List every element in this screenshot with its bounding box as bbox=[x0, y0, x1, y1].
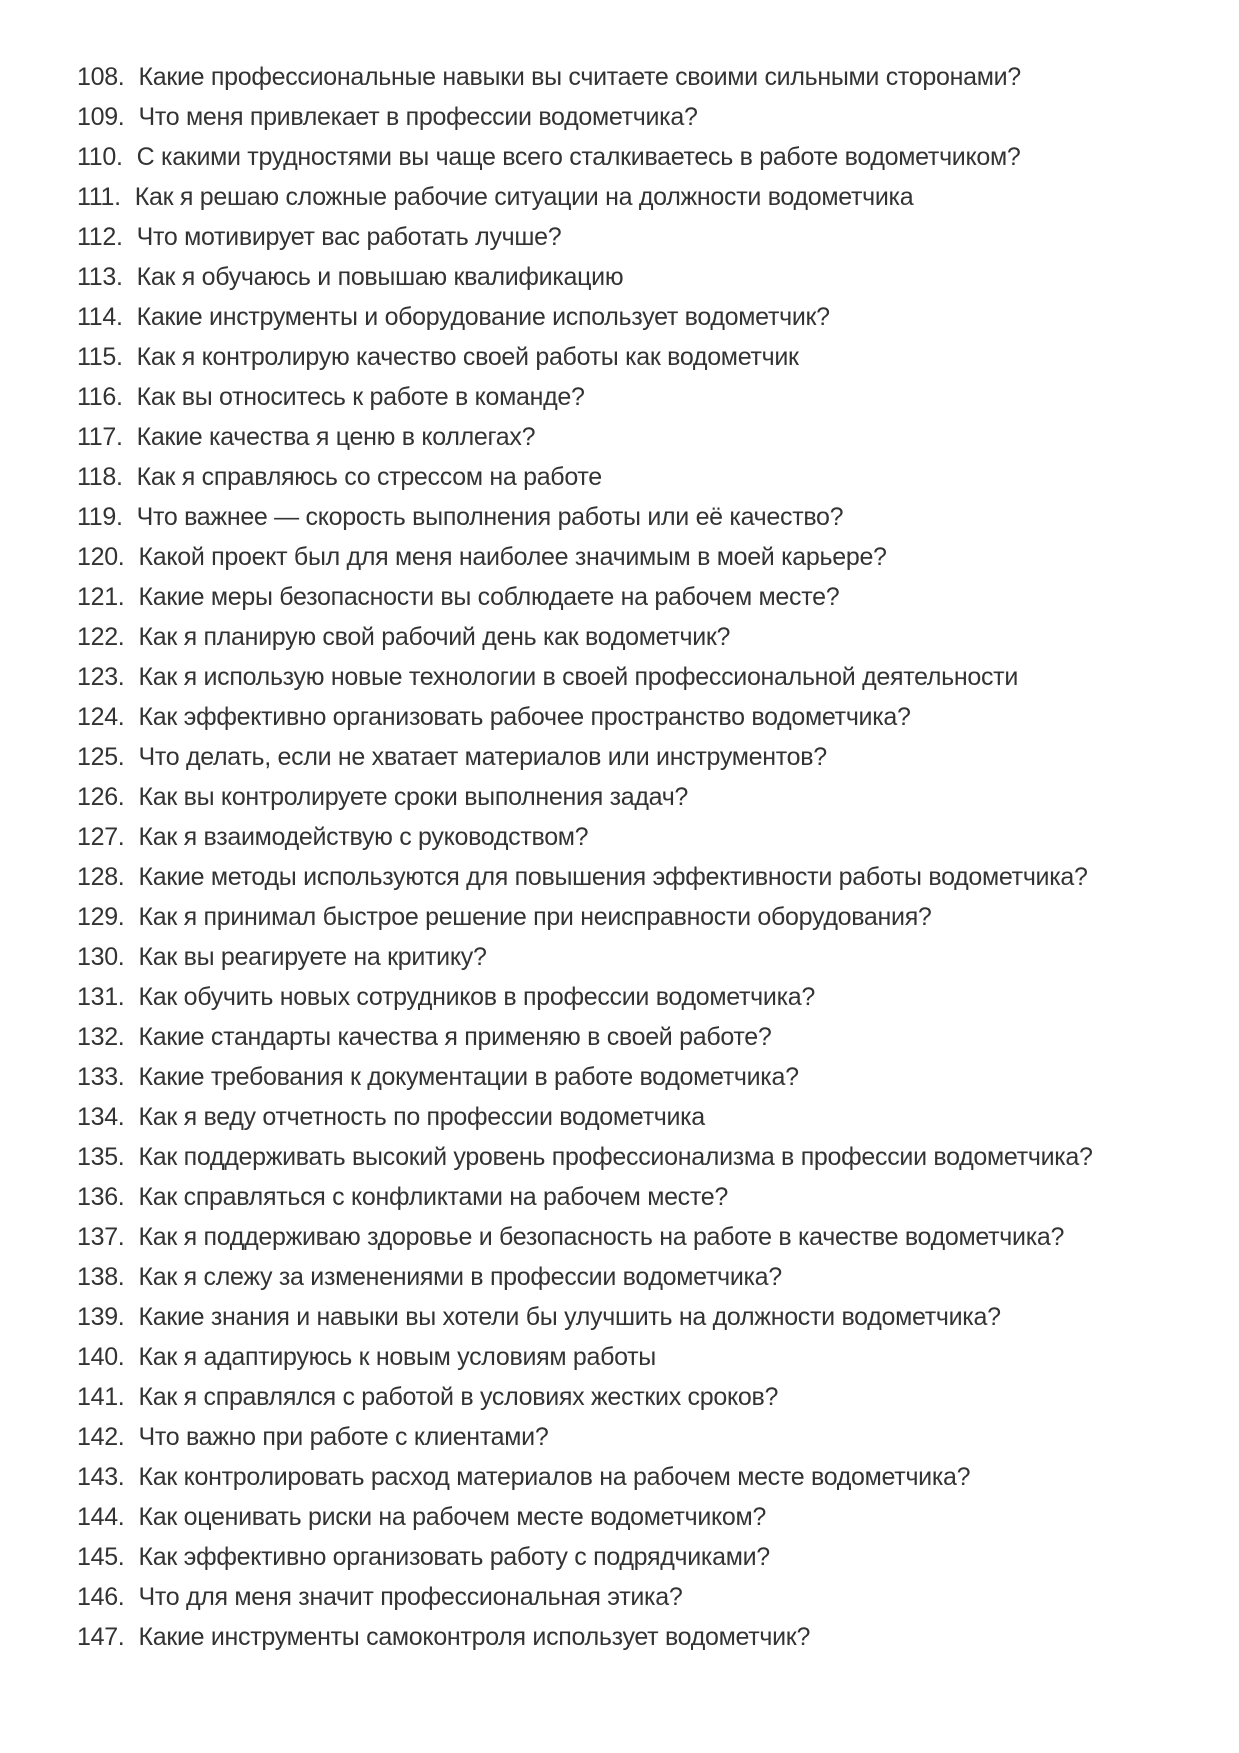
question-number: 139. bbox=[77, 1303, 125, 1331]
question-number: 119. bbox=[77, 503, 123, 531]
question-text: Как обучить новых сотрудников в профессии водометчика? bbox=[138, 983, 815, 1011]
question-number: 143. bbox=[77, 1463, 125, 1491]
question-item bbox=[77, 297, 1209, 337]
question-item bbox=[77, 457, 1209, 497]
question-item bbox=[77, 97, 1209, 137]
question-list bbox=[77, 57, 1209, 1657]
question-text: Какие профессиональные навыки вы считаете своими сильными сторонами? bbox=[138, 63, 1021, 91]
question-text: Как контролировать расход материалов на рабочем месте водометчика? bbox=[138, 1463, 971, 1491]
question-item bbox=[77, 377, 1209, 417]
question-number: 124. bbox=[77, 703, 125, 731]
question-item bbox=[77, 617, 1209, 657]
question-text: Как я контролирую качество своей работы как водометчик bbox=[136, 343, 799, 371]
question-number: 134. bbox=[77, 1103, 125, 1131]
question-item bbox=[77, 337, 1209, 377]
question-text: Как я обучаюсь и повышаю квалификацию bbox=[136, 263, 624, 291]
question-number: 129. bbox=[77, 903, 125, 931]
question-text: Как вы контролируете сроки выполнения задач? bbox=[138, 783, 689, 811]
question-text: Какие инструменты самоконтроля использует водометчик? bbox=[138, 1623, 811, 1651]
question-number: 125. bbox=[77, 743, 125, 771]
question-text: Как я использую новые технологии в своей профессиональной деятельности bbox=[138, 663, 1018, 691]
question-text: Какие качества я ценю в коллегах? bbox=[136, 423, 536, 451]
question-number: 130. bbox=[77, 943, 125, 971]
question-text: Как я слежу за изменениями в профессии водометчика? bbox=[138, 1263, 782, 1291]
question-number: 144. bbox=[77, 1503, 125, 1531]
question-item bbox=[77, 1097, 1209, 1137]
question-item bbox=[77, 417, 1209, 457]
question-text: Какие требования к документации в работе водометчика? bbox=[138, 1063, 799, 1091]
question-number: 118. bbox=[77, 463, 123, 491]
question-number: 133. bbox=[77, 1063, 125, 1091]
question-number: 115. bbox=[77, 343, 123, 371]
question-text: Как поддерживать высокий уровень профессионализма в профессии водометчика? bbox=[138, 1143, 1093, 1171]
question-number: 131. bbox=[77, 983, 125, 1011]
question-item bbox=[77, 1137, 1209, 1177]
question-number: 138. bbox=[77, 1263, 125, 1291]
question-text: Что меня привлекает в профессии водометчика? bbox=[138, 103, 698, 131]
question-text: Как вы относитесь к работе в команде? bbox=[136, 383, 585, 411]
question-number: 123. bbox=[77, 663, 125, 691]
question-item bbox=[77, 1057, 1209, 1097]
question-item bbox=[77, 977, 1209, 1017]
question-item bbox=[77, 577, 1209, 617]
question-item bbox=[77, 1457, 1209, 1497]
question-number: 117. bbox=[77, 423, 123, 451]
question-item bbox=[77, 1257, 1209, 1297]
question-text: Как я справлялся с работой в условиях жестких сроков? bbox=[138, 1383, 779, 1411]
question-number: 126. bbox=[77, 783, 125, 811]
question-text: Что делать, если не хватает материалов или инструментов? bbox=[138, 743, 827, 771]
question-number: 109. bbox=[77, 103, 125, 131]
question-number: 137. bbox=[77, 1223, 125, 1251]
question-number: 120. bbox=[77, 543, 125, 571]
question-item bbox=[77, 777, 1209, 817]
question-item bbox=[77, 897, 1209, 937]
question-item bbox=[77, 1537, 1209, 1577]
question-text: Как вы реагируете на критику? bbox=[138, 943, 487, 971]
question-number: 122. bbox=[77, 623, 125, 651]
question-text: Как справляться с конфликтами на рабочем месте? bbox=[138, 1183, 728, 1211]
question-item bbox=[77, 937, 1209, 977]
question-item bbox=[77, 1217, 1209, 1257]
question-item bbox=[77, 1497, 1209, 1537]
question-item bbox=[77, 1017, 1209, 1057]
question-number: 108. bbox=[77, 63, 125, 91]
question-text: Какие инструменты и оборудование использует водометчик? bbox=[136, 303, 830, 331]
question-item bbox=[77, 857, 1209, 897]
question-text: Какой проект был для меня наиболее значимым в моей карьере? bbox=[138, 543, 887, 571]
question-number: 140. bbox=[77, 1343, 125, 1371]
question-text: Какие знания и навыки вы хотели бы улучшить на должности водометчика? bbox=[138, 1303, 1001, 1331]
question-number: 116. bbox=[77, 383, 123, 411]
question-number: 110. bbox=[77, 143, 123, 171]
question-item bbox=[77, 217, 1209, 257]
question-item bbox=[77, 57, 1209, 97]
question-text: Как я поддерживаю здоровье и безопасность на работе в качестве водометчика? bbox=[138, 1223, 1065, 1251]
question-text: Как я веду отчетность по профессии водометчика bbox=[138, 1103, 705, 1131]
question-item bbox=[77, 1617, 1209, 1657]
question-item bbox=[77, 1297, 1209, 1337]
question-text: Как я принимал быстрое решение при неисправности оборудования? bbox=[138, 903, 932, 931]
question-text: Что мотивирует вас работать лучше? bbox=[136, 223, 562, 251]
question-item bbox=[77, 1377, 1209, 1417]
question-text: Как эффективно организовать рабочее пространство водометчика? bbox=[138, 703, 911, 731]
question-number: 112. bbox=[77, 223, 123, 251]
question-number: 135. bbox=[77, 1143, 125, 1171]
question-text: Как я справляюсь со стрессом на работе bbox=[136, 463, 602, 491]
question-item bbox=[77, 497, 1209, 537]
question-text: Что важно при работе с клиентами? bbox=[138, 1423, 549, 1451]
question-item bbox=[77, 737, 1209, 777]
question-number: 147. bbox=[77, 1623, 125, 1651]
question-item bbox=[77, 1337, 1209, 1377]
question-text: Какие меры безопасности вы соблюдаете на рабочем месте? bbox=[138, 583, 840, 611]
question-number: 146. bbox=[77, 1583, 125, 1611]
question-text: Как я решаю сложные рабочие ситуации на должности водометчика bbox=[134, 183, 914, 211]
question-item bbox=[77, 137, 1209, 177]
question-number: 111. bbox=[77, 183, 121, 211]
question-number: 114. bbox=[77, 303, 123, 331]
question-number: 141. bbox=[77, 1383, 125, 1411]
question-item bbox=[77, 257, 1209, 297]
question-item bbox=[77, 697, 1209, 737]
question-number: 132. bbox=[77, 1023, 125, 1051]
question-item bbox=[77, 537, 1209, 577]
question-item bbox=[77, 177, 1209, 217]
question-text: Как оценивать риски на рабочем месте водометчиком? bbox=[138, 1503, 766, 1531]
question-item bbox=[77, 817, 1209, 857]
question-text: Как эффективно организовать работу с подрядчиками? bbox=[138, 1543, 770, 1571]
question-item bbox=[77, 1577, 1209, 1617]
question-item bbox=[77, 1417, 1209, 1457]
question-item bbox=[77, 1177, 1209, 1217]
question-text: Как я планирую свой рабочий день как водометчик? bbox=[138, 623, 731, 651]
question-text: Что для меня значит профессиональная этика? bbox=[138, 1583, 683, 1611]
question-text: Что важнее — скорость выполнения работы или её качество? bbox=[136, 503, 844, 531]
question-number: 136. bbox=[77, 1183, 125, 1211]
question-number: 142. bbox=[77, 1423, 125, 1451]
question-text: Какие методы используются для повышения эффективности работы водометчика? bbox=[138, 863, 1088, 891]
question-item bbox=[77, 657, 1209, 697]
question-number: 121. bbox=[77, 583, 125, 611]
question-number: 113. bbox=[77, 263, 123, 291]
question-number: 127. bbox=[77, 823, 125, 851]
question-text: С какими трудностями вы чаще всего сталкиваетесь в работе водометчиком? bbox=[136, 143, 1021, 171]
question-number: 128. bbox=[77, 863, 125, 891]
question-text: Как я взаимодействую с руководством? bbox=[138, 823, 589, 851]
question-number: 145. bbox=[77, 1543, 125, 1571]
question-text: Какие стандарты качества я применяю в своей работе? bbox=[138, 1023, 772, 1051]
question-text: Как я адаптируюсь к новым условиям работы bbox=[138, 1343, 656, 1371]
